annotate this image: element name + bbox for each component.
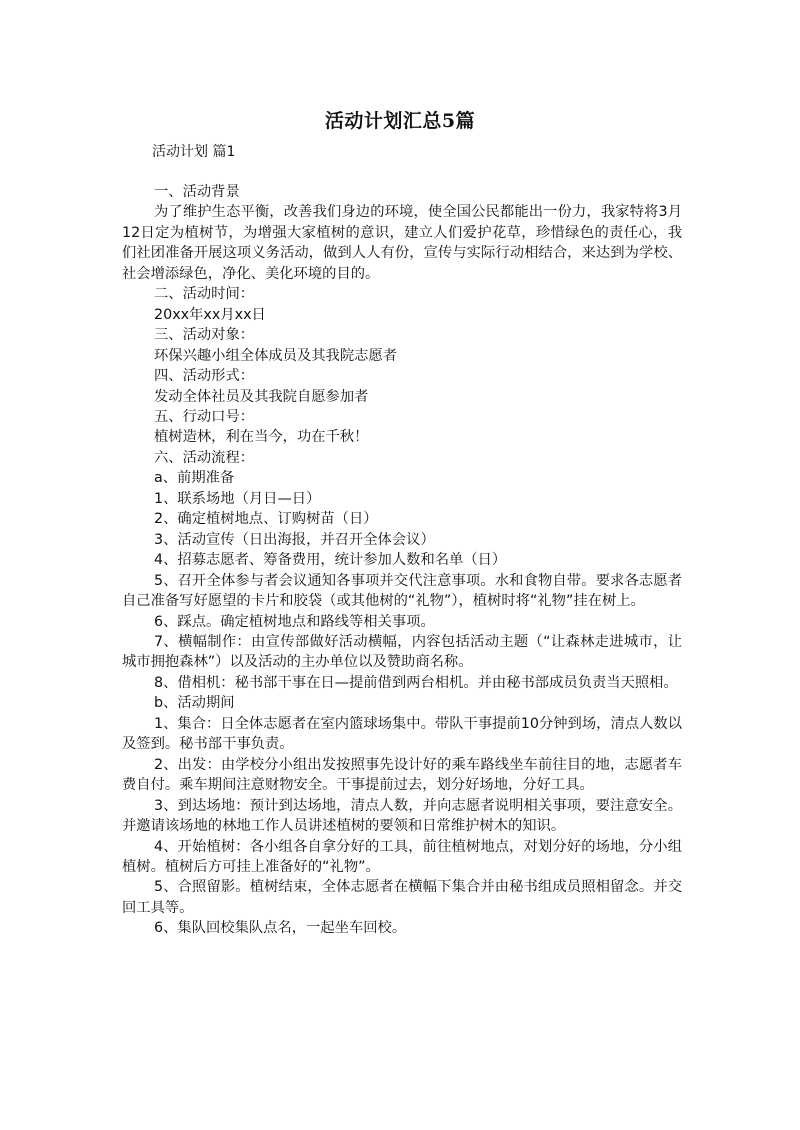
paragraph: 5、召开全体参与者会议通知各事项并交代注意事项。水和食物自带。要求各志愿者自己准备写好愿望的卡片和胶袋（或其他树的“礼物”），植树时将“礼物”挂在树上。 <box>122 572 682 610</box>
paragraph: 2、确定植树地点、订购树苗（日） <box>154 511 378 528</box>
paragraph: 20xx年xx月xx日 <box>154 306 266 323</box>
paragraph: 二、活动时间： <box>154 286 255 303</box>
paragraph: 三、活动对象： <box>154 327 255 344</box>
paragraph: 6、集队回校集队点名，一起坐车回校。 <box>154 920 407 937</box>
paragraph: 六、活动流程： <box>154 449 255 466</box>
paragraph: 五、行动口号： <box>154 408 255 425</box>
paragraph: 1、联系场地（月日—日） <box>154 490 321 507</box>
paragraph: a、前期准备 <box>154 470 235 487</box>
paragraph: 3、活动宣传（日出海报，并召开全体会议） <box>154 531 435 548</box>
paragraph: 为了维护生态平衡，改善我们身边的环境，使全国公民都能出一份力，我家特将3月12日定为植树节，为增强大家植树的意识，建立人们爱护花草，珍惜绿色的责任心，我们社团准备开展这项义务活动，做到人人有份，宣传与实际行动相结合，来达到为学校、社会增添绿色，净化、美化环境的目的。 <box>122 204 682 282</box>
paragraph: 1、集合：日全体志愿者在室内篮球场集中。带队干事提前10分钟到场，清点人数以及签到。秘书部干事负责。 <box>122 715 682 753</box>
paragraph: 发动全体社员及其我院自愿参加者 <box>154 388 369 405</box>
paragraph: 植树造林，利在当今，功在千秋！ <box>154 429 369 446</box>
paragraph: 5、合照留影。植树结束，全体志愿者在横幅下集合并由秘书组成员照相留念。并交回工具等。 <box>122 879 682 916</box>
paragraph: 4、招募志愿者、筹备费用，统计参加人数和名单（日） <box>154 552 507 569</box>
document-title: 活动计划汇总5篇 <box>324 110 476 132</box>
paragraph: 2、出发：由学校分小组出发按照事先设计好的乘车路线坐车前往目的地，志愿者车费自付。乘车期间注意财物安全。干事提前过去，划分好场地，分好工具。 <box>122 756 682 794</box>
paragraph: 6、踩点。确定植树地点和路线等相关事项。 <box>154 613 435 630</box>
paragraph: 四、活动形式： <box>154 368 255 385</box>
document-subtitle: 活动计划 篇1 <box>152 144 236 160</box>
paragraph: b、活动期间 <box>154 695 235 712</box>
paragraph: 8、借相机：秘书部干事在日—提前借到两台相机。并由秘书部成员负责当天照相。 <box>154 674 678 691</box>
paragraph: 一、活动背景 <box>154 184 240 200</box>
paragraph: 7、横幅制作：由宣传部做好活动横幅，内容包括活动主题（“让森林走进城市，让城市拥抱森林”）以及活动的主办单位以及赞助商名称。 <box>122 633 682 671</box>
paragraph: 4、开始植树：各小组各自拿分好的工具，前往植树地点，对划分好的场地，分小组植树。植树后方可挂上准备好的“礼物”。 <box>122 838 682 875</box>
paragraph: 3、到达场地：预计到达场地，清点人数，并向志愿者说明相关事项，要注意安全。并邀请该场地的林地工作人员讲述植树的要领和日常维护树木的知识。 <box>122 797 682 835</box>
document-body <box>122 182 682 939</box>
paragraph: 环保兴趣小组全体成员及其我院志愿者 <box>154 347 398 364</box>
